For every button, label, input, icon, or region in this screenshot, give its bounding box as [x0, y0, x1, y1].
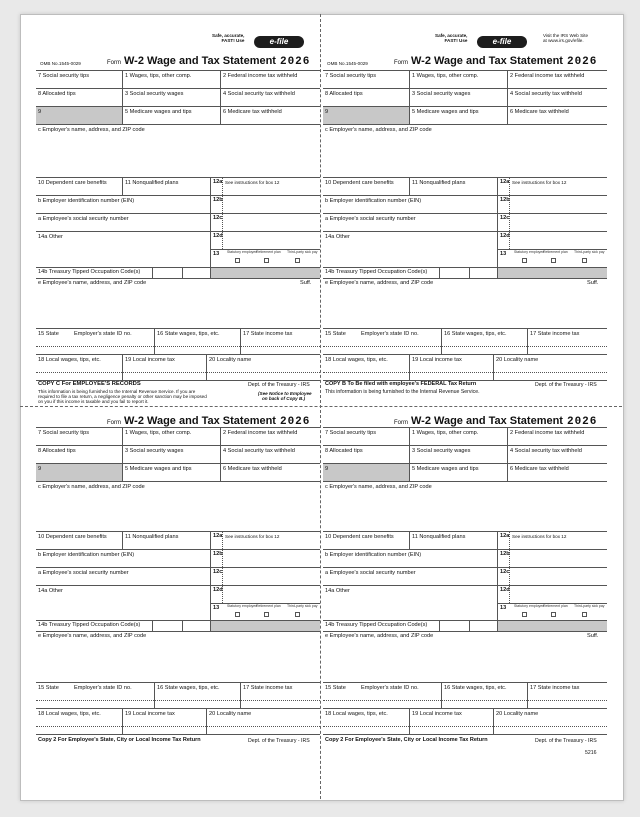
box4-label: 4 Social security tax withheld — [510, 91, 582, 97]
w2-copy-2-left — [36, 411, 320, 771]
efile-tagline — [212, 33, 244, 43]
statutory-employee-checkbox[interactable] — [522, 258, 527, 263]
box2-label: 2 Federal income tax withheld — [223, 430, 298, 436]
box5-label: 5 Medicare wages and tips — [125, 466, 192, 472]
box-c-label: c Employer's name, address, and ZIP code — [38, 127, 145, 133]
box11-label: 11 Nonqualified plans — [412, 534, 466, 540]
box14a-label: 14a Other — [38, 234, 63, 240]
box16-label: 16 State wages, tips, etc. — [157, 685, 220, 691]
box5-label: 5 Medicare wages and tips — [125, 109, 192, 115]
box17-label: 17 State income tax — [530, 331, 580, 337]
third-party-sick-label: Third-party sick pay — [574, 250, 605, 254]
efile-tagline-line2: FAST! Use — [444, 38, 468, 43]
box12a-label: 12a — [213, 179, 223, 185]
horizontal-perforation — [20, 406, 622, 407]
box4-label: 4 Social security tax withheld — [223, 448, 295, 454]
copy-label: COPY B To Be filed with employee's FEDERAL Tax Return — [325, 381, 477, 387]
copy-label: Copy 2 For Employee's State, City or Local Income Tax Return — [38, 737, 201, 743]
w2-copy-2-right — [323, 411, 607, 771]
form-name: W-2 Wage and Tax Statement — [411, 415, 563, 427]
form-name: W-2 Wage and Tax Statement — [124, 55, 276, 67]
box-e-label: e Employee's name, address, and ZIP code — [325, 633, 434, 639]
third-party-sick-checkbox[interactable] — [582, 258, 587, 263]
copy-label: Copy 2 For Employee's State, City or Local Income Tax Return — [325, 737, 488, 743]
box8-label: 8 Allocated tips — [38, 448, 76, 454]
employer-state-id-label: Employer's state ID no. — [74, 331, 132, 337]
box12-instructions: See instructions for box 12 — [225, 534, 280, 539]
box12b-label: 12b — [213, 197, 223, 203]
omb-number: OMB No.1545-0029 — [40, 61, 81, 66]
box12d-label: 12d — [500, 233, 510, 239]
box14b-label: 14b Treasury Tipped Occupation Code(s) — [325, 622, 428, 628]
box9-label: 9 — [38, 109, 42, 115]
box16-label: 16 State wages, tips, etc. — [444, 331, 507, 337]
irs-note-line2: required to file a tax return, a negligence penalty or other sanction may be imposed — [38, 394, 207, 399]
employer-state-id-label: Employer's state ID no. — [361, 685, 419, 691]
box12b-label: 12b — [500, 197, 510, 203]
box12d-label: 12d — [500, 587, 510, 593]
box9-label: 9 — [325, 109, 329, 115]
box4-label: 4 Social security tax withheld — [223, 91, 295, 97]
box19-label: 19 Local income tax — [125, 711, 175, 717]
box16-label: 16 State wages, tips, etc. — [444, 685, 507, 691]
tax-year: 2026 — [566, 56, 598, 68]
box14a-label: 14a Other — [325, 588, 350, 594]
tax-year: 2026 — [279, 416, 311, 428]
box-a-ssn-label: a Employee's social security number — [38, 216, 129, 222]
retirement-plan-checkbox[interactable] — [551, 612, 556, 617]
box13-label: 13 — [213, 605, 220, 611]
retirement-plan-label: Retirement plan — [543, 604, 568, 608]
efile-logo: e-file — [254, 36, 304, 48]
box-c-label: c Employer's name, address, and ZIP code — [325, 484, 432, 490]
irs-website-line2: at www.irs.gov/efile. — [543, 38, 584, 43]
box20-label: 20 Locality name — [496, 711, 539, 717]
efile-tagline-line1: Safe, accurate, — [435, 33, 468, 38]
box8-label: 8 Allocated tips — [325, 448, 363, 454]
box12c-label: 12c — [213, 215, 223, 221]
box2-label: 2 Federal income tax withheld — [510, 430, 585, 436]
statutory-employee-checkbox[interactable] — [235, 612, 240, 617]
statutory-employee-label: Statutory employee — [514, 604, 545, 608]
box1-label: 1 Wages, tips, other comp. — [125, 430, 192, 436]
box3-label: 3 Social security wages — [125, 91, 184, 97]
statutory-employee-label: Statutory employee — [227, 250, 258, 254]
box12-instructions: See instructions for box 12 — [225, 180, 280, 185]
box2-label: 2 Federal income tax withheld — [510, 73, 585, 79]
form-word: Form — [394, 420, 408, 426]
box7-label: 7 Social security tips — [38, 430, 89, 436]
box-b-ein-label: b Employer identification number (EIN) — [325, 198, 422, 204]
box3-label: 3 Social security wages — [125, 448, 184, 454]
box10-label: 10 Dependent care benefits — [38, 180, 107, 186]
box6-label: 6 Medicare tax withheld — [510, 109, 569, 115]
box9-label: 9 — [325, 466, 329, 472]
box20-label: 20 Locality name — [209, 357, 252, 363]
box16-label: 16 State wages, tips, etc. — [157, 331, 220, 337]
box20-label: 20 Locality name — [209, 711, 252, 717]
box15-label: 15 State — [38, 331, 59, 337]
box-b-ein-label: b Employer identification number (EIN) — [38, 552, 135, 558]
box17-label: 17 State income tax — [243, 685, 293, 691]
box12a-label: 12a — [213, 533, 223, 539]
box2-label: 2 Federal income tax withheld — [223, 73, 298, 79]
box17-label: 17 State income tax — [530, 685, 580, 691]
efile-logo: e-file — [477, 36, 527, 48]
box12a-label: 12a — [500, 533, 510, 539]
statutory-employee-label: Statutory employee — [227, 604, 258, 608]
form-word: Form — [107, 420, 121, 426]
efile-tagline-line2: FAST! Use — [221, 38, 245, 43]
form-title — [394, 55, 597, 68]
form-word: Form — [394, 60, 408, 66]
box1-label: 1 Wages, tips, other comp. — [412, 73, 479, 79]
box7-label: 7 Social security tips — [38, 73, 89, 79]
irs-website-line1: Visit the IRS Web Site — [543, 33, 589, 38]
box-a-ssn-label: a Employee's social security number — [325, 570, 416, 576]
box12a-label: 12a — [500, 179, 510, 185]
box13-label: 13 — [213, 251, 220, 257]
box-a-ssn-label: a Employee's social security number — [38, 570, 129, 576]
box9-label: 9 — [38, 466, 42, 472]
tax-year: 2026 — [566, 416, 598, 428]
third-party-sick-label: Third-party sick pay — [287, 250, 318, 254]
box15-label: 15 State — [325, 331, 346, 337]
box13-label: 13 — [500, 251, 507, 257]
box-b-ein-label: b Employer identification number (EIN) — [325, 552, 422, 558]
irs-website-note — [543, 33, 588, 43]
irs-note-line1: This information is being furnished to the Internal Revenue Service. — [325, 389, 480, 395]
box19-label: 19 Local income tax — [412, 711, 462, 717]
form-title — [107, 55, 310, 68]
retirement-plan-label: Retirement plan — [543, 250, 568, 254]
retirement-plan-label: Retirement plan — [256, 604, 281, 608]
box14b-label: 14b Treasury Tipped Occupation Code(s) — [38, 269, 141, 275]
box19-label: 19 Local income tax — [412, 357, 462, 363]
box10-label: 10 Dependent care benefits — [325, 180, 394, 186]
box12-instructions: See instructions for box 12 — [512, 534, 567, 539]
box6-label: 6 Medicare tax withheld — [223, 466, 282, 472]
third-party-sick-label: Third-party sick pay — [574, 604, 605, 608]
retirement-plan-checkbox[interactable] — [264, 612, 269, 617]
box-e-label: e Employee's name, address, and ZIP code — [325, 280, 434, 286]
box18-label: 18 Local wages, tips, etc. — [325, 711, 388, 717]
box-a-ssn-label: a Employee's social security number — [325, 216, 416, 222]
w2-copy-b — [323, 33, 607, 396]
statutory-employee-label: Statutory employee — [514, 250, 545, 254]
box8-label: 8 Allocated tips — [325, 91, 363, 97]
tax-year: 2026 — [279, 56, 311, 68]
box10-label: 10 Dependent care benefits — [38, 534, 107, 540]
box4-label: 4 Social security tax withheld — [510, 448, 582, 454]
box5-label: 5 Medicare wages and tips — [412, 466, 479, 472]
box12b-label: 12b — [500, 551, 510, 557]
box1-label: 1 Wages, tips, other comp. — [412, 430, 479, 436]
dept-treasury: Dept. of the Treasury - IRS — [248, 382, 310, 388]
form-name: W-2 Wage and Tax Statement — [124, 415, 276, 427]
box11-label: 11 Nonqualified plans — [125, 534, 179, 540]
box15-label: 15 State — [38, 685, 59, 691]
box3-label: 3 Social security wages — [412, 448, 471, 454]
box3-label: 3 Social security wages — [412, 91, 471, 97]
box10-label: 10 Dependent care benefits — [325, 534, 394, 540]
irs-note-line1: This information is being furnished to the Internal Revenue Service. If you are — [38, 389, 196, 394]
retirement-plan-label: Retirement plan — [256, 250, 281, 254]
box17-label: 17 State income tax — [243, 331, 293, 337]
suff-label: Suff. — [587, 280, 599, 286]
form-word: Form — [107, 60, 121, 66]
box18-label: 18 Local wages, tips, etc. — [325, 357, 388, 363]
box12-instructions: See instructions for box 12 — [512, 180, 567, 185]
retirement-plan-checkbox[interactable] — [264, 258, 269, 263]
product-code: 5216 — [585, 750, 597, 756]
box18-label: 18 Local wages, tips, etc. — [38, 711, 101, 717]
box12c-label: 12c — [500, 569, 510, 575]
box13-label: 13 — [500, 605, 507, 611]
box12d-label: 12d — [213, 233, 223, 239]
notice-to-employee-line1: (See Notice to Employee — [258, 391, 312, 396]
employer-state-id-label: Employer's state ID no. — [361, 331, 419, 337]
box18-label: 18 Local wages, tips, etc. — [38, 357, 101, 363]
retirement-plan-checkbox[interactable] — [551, 258, 556, 263]
copy-label: COPY C For EMPLOYEE'S RECORDS — [38, 381, 141, 387]
third-party-sick-label: Third-party sick pay — [287, 604, 318, 608]
box6-label: 6 Medicare tax withheld — [223, 109, 282, 115]
box-c-label: c Employer's name, address, and ZIP code — [38, 484, 145, 490]
box20-label: 20 Locality name — [496, 357, 539, 363]
box-e-label: e Employee's name, address, and ZIP code — [38, 280, 147, 286]
box-b-ein-label: b Employer identification number (EIN) — [38, 198, 135, 204]
box14b-label: 14b Treasury Tipped Occupation Code(s) — [38, 622, 141, 628]
dept-treasury: Dept. of the Treasury - IRS — [535, 738, 597, 744]
box19-label: 19 Local income tax — [125, 357, 175, 363]
notice-to-employee-line2: on back of Copy B.) — [262, 396, 306, 401]
box7-label: 7 Social security tips — [325, 73, 376, 79]
box-e-label: e Employee's name, address, and ZIP code — [38, 633, 147, 639]
suff-label: Suff. — [300, 280, 312, 286]
statutory-employee-checkbox[interactable] — [235, 258, 240, 263]
box11-label: 11 Nonqualified plans — [412, 180, 466, 186]
third-party-sick-checkbox[interactable] — [582, 612, 587, 617]
suff-label: Suff. — [587, 633, 599, 639]
employer-state-id-label: Employer's state ID no. — [74, 685, 132, 691]
dept-treasury: Dept. of the Treasury - IRS — [248, 738, 310, 744]
box12b-label: 12b — [213, 551, 223, 557]
efile-tagline-line1: Safe, accurate, — [212, 33, 245, 38]
box14a-label: 14a Other — [325, 234, 350, 240]
w2-copy-c — [36, 33, 320, 404]
box14b-label: 14b Treasury Tipped Occupation Code(s) — [325, 269, 428, 275]
efile-tagline — [435, 33, 467, 43]
box12d-label: 12d — [213, 587, 223, 593]
third-party-sick-checkbox[interactable] — [295, 258, 300, 263]
irs-note-line3: on you if this income is taxable and you fail to report it. — [38, 399, 149, 404]
omb-number: OMB No.1545-0029 — [327, 61, 368, 66]
box8-label: 8 Allocated tips — [38, 91, 76, 97]
box15-label: 15 State — [325, 685, 346, 691]
box-c-label: c Employer's name, address, and ZIP code — [325, 127, 432, 133]
box14a-label: 14a Other — [38, 588, 63, 594]
box5-label: 5 Medicare wages and tips — [412, 109, 479, 115]
box12c-label: 12c — [500, 215, 510, 221]
statutory-employee-checkbox[interactable] — [522, 612, 527, 617]
box12c-label: 12c — [213, 569, 223, 575]
box11-label: 11 Nonqualified plans — [125, 180, 179, 186]
box1-label: 1 Wages, tips, other comp. — [125, 73, 192, 79]
third-party-sick-checkbox[interactable] — [295, 612, 300, 617]
form-name: W-2 Wage and Tax Statement — [411, 55, 563, 67]
box6-label: 6 Medicare tax withheld — [510, 466, 569, 472]
dept-treasury: Dept. of the Treasury - IRS — [535, 382, 597, 388]
box7-label: 7 Social security tips — [325, 430, 376, 436]
